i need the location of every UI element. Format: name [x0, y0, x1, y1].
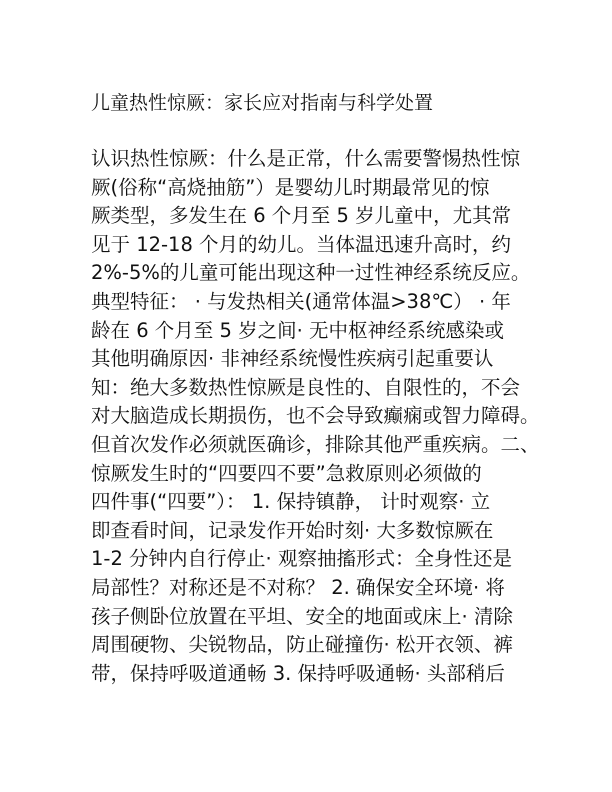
body-line: 厥类型，多发生在 6 个月至 5 岁儿童中，尤其常: [91, 204, 512, 228]
body-line: 其他明确原因· 非神经系统慢性疾病引起重要认: [91, 347, 494, 371]
body-line: 见于 12-18 个月的幼儿。当体温迅速升高时，约: [91, 232, 512, 256]
body-line: 认识热性惊厥：什么是正常，什么需要警惕热性惊: [91, 147, 521, 170]
body-line: 四件事(“四要”）： 1. 保持镇静， 计时观察· 立: [91, 490, 491, 514]
body-line: 局部性？对称还是不对称？ 2. 确保安全环境· 将: [91, 575, 505, 599]
body-line: 周围硬物、尖锐物品，防止碰撞伤· 松开衣领、裤: [91, 633, 513, 657]
document-body: [91, 145, 540, 688]
body-line: 厥(俗称“高烧抽筋”）是婴幼儿时期最常见的惊: [91, 175, 490, 199]
body-line: 知：绝大多数热性惊厥是良性的、自限性的，不会: [91, 375, 521, 399]
body-line: 对大脑造成长期损伤，也不会导致癫痫或智力障碍。: [91, 404, 540, 428]
body-line: 惊厥发生时的“四要四不要”急救原则必须做的: [91, 461, 482, 485]
body-line: 即查看时间，记录发作开始时刻· 大多数惊厥在: [91, 518, 494, 542]
body-line: 典型特征： · 与发热相关(通常体温>38℃） · 年: [91, 289, 511, 313]
document-title: 儿童热性惊厥：家长应对指南与科学处置: [91, 92, 434, 114]
body-line: 孩子侧卧位放置在平坦、安全的地面或床上· 清除: [91, 604, 513, 628]
body-line: 龄在 6 个月至 5 岁之间· 无中枢神经系统感染或: [91, 318, 505, 342]
body-line: 1-2 分钟内自行停止· 观察抽搐形式：全身性还是: [91, 547, 512, 571]
body-line: 但首次发作必须就医确诊，排除其他严重疾病。二、: [91, 432, 540, 456]
body-line: 带，保持呼吸道通畅 3. 保持呼吸通畅· 头部稍后: [91, 661, 505, 685]
body-line: 2%-5%的儿童可能出现这种一过性神经系统反应。: [91, 261, 531, 285]
